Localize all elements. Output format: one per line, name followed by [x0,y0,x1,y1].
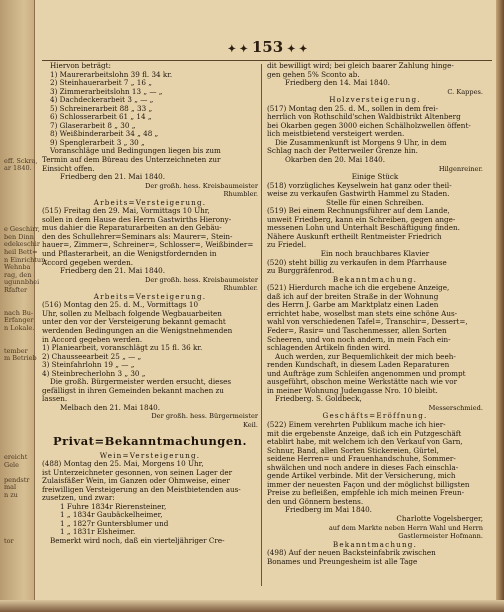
adjacent-page-line [4,188,47,196]
adjacent-page-line [4,67,47,75]
right-column-line: Auch werden, zur Bequemlichkeit der mich beeh- [275,351,456,361]
adjacent-page-line [4,203,47,211]
right-column-line: gen gehen 5% Sconto ab. [267,69,360,79]
right-column-line: ausgeführt, obschon meine Werkstätte nach wie vor [267,377,458,387]
right-column-line: bei Okarben gegen 3000 eichen Schälholzwellen öffent- [267,120,471,130]
left-column-line: (516) Montag den 25. d. M., Vormittags 10 [42,300,199,310]
adjacent-page-line: heil Bett= [4,248,38,256]
left-column-line: 6) Schlosserarbeit 61 „ 14 „ [50,112,152,122]
adjacent-page-line [4,424,47,432]
left-column-line: 7) Glaserarbeit 8 „ 30 „ [50,120,136,130]
left-column-line: Der großh. hess. Kreisbaumeister [145,181,258,190]
left-column-line: (488) Montag den 25. Mai, Morgens 10 Uhr, [42,459,204,469]
right-column-line: weise zu verkaufen Gastwirth Hammel zu Staden. [267,189,450,199]
left-column-line: hauer=, Zimmer=, Schreiner=, Schlosser=, Weißbinder= [42,240,254,250]
adjacent-page-line: Wehnba [4,263,31,272]
adjacent-page-text [2,6,47,545]
adjacent-page-line [4,431,47,439]
left-column-line: Keil. [243,420,258,429]
left-column-line: Bemerkt wird noch, daß ein vierteljähriger Cre- [50,535,225,545]
adjacent-page-line [4,378,47,386]
adjacent-page-line [4,401,47,409]
right-column-line: Friedberg den 14. Mai 1840. [285,78,391,88]
adjacent-page-line: e Geschirr, [4,225,40,234]
adjacent-page-line: Rfafter [4,285,28,294]
left-column-line: 9) Spenglerarbeit 3 „ 30 „ [50,137,145,147]
right-column-line: schlagenden Artikeln finden wird. [267,343,391,353]
right-column-line: (522) Einem verehrten Publikum mache ich hier- [267,419,446,429]
left-column-line: freiwilligen Versteigerung an den Meistbietenden aus- [42,484,241,494]
adjacent-page-line [4,333,47,341]
right-column-line: immer der neuesten Façon und der möglichst billigsten [267,479,470,489]
right-column-line: Okarben den 20. Mai 1840. [285,155,386,165]
header-ornament-left: ✦ ✦ [227,44,248,55]
page-edge-bottom [0,600,504,612]
right-column-line: Bekanntmachung. [332,539,418,549]
left-column-line: 8) Weißbinderarbeit 34 „ 48 „ [50,129,159,139]
adjacent-page-line [4,82,47,90]
right-column-line: Die Zusammenkunft ist Morgens 9 Uhr, in dem [275,137,447,147]
left-column-line: gefälligst in ihren Gemeinden bekannt machen zu [42,385,224,395]
right-column-line: (520) steht billig zu verkaufen in dem Pfarrhause [267,257,447,267]
right-column-line: Stelle für einen Schreiben. [326,197,424,207]
right-column-line: Gastlermeister Hofmann. [398,532,483,541]
adjacent-page-line: n Einrichtun- [4,255,48,264]
right-column-line: Messerschmied. [428,403,483,412]
right-column-line: Preise zu befleißen, empfehle ich mich meinen Freun- [267,488,465,498]
right-column-line: messenen Lohn und Unterhalt Beschäftigung finden. [267,223,460,233]
left-column-line: Zulaisfäßer Wein, im Ganzen oder Ohmweise, einer [42,476,230,486]
left-column-line: 5) Schreinerarbeit 88 „ 33 „ [50,103,153,113]
right-column-line: C. Kappes. [447,87,483,96]
column-divider [261,64,262,586]
right-column-line: Schnur, Band, allen Sorten Stickereien, Gürtel, [267,445,439,455]
adjacent-page-line: ben Dinn [4,232,34,241]
adjacent-page-line: Gele [4,460,19,469]
left-column-line: den des Schullehrer=Seminars als: Maurer=, Stein- [42,231,233,241]
adjacent-page-line [4,74,47,82]
adjacent-page-line [4,416,47,424]
right-column-line: auf dem Markte neben Herrn Wahl und Herrn [328,523,483,532]
left-column-line: lassen. [42,394,68,404]
left-column-line: Arbeits=Versteigerung. [93,197,207,207]
left-column-line: 1 „ 1834r Gaubäckelheimer, [60,510,163,520]
page-number-text: 153 [251,38,284,56]
left-column-line: Der großh. hess. Bürgermeister [151,412,258,421]
adjacent-page-line: tor [4,536,14,545]
right-column-line: wahl von verschiedenen Tafel=, Transchir=, Dessert=, [267,317,468,327]
right-column-line: lich meistbietend versteigert werden. [267,129,405,139]
left-column-line: 1 „ 1827r Guntersblumer und [60,518,169,528]
left-column-line: Uhr, sollen zu Melbach folgende Wegbauarbeiten [42,308,222,318]
right-column-line: Bonames und Preungesheim ist alle Tage [267,556,418,566]
adjacent-page-line [4,181,47,189]
adjacent-page-line [4,439,47,447]
right-column-line: mit die ergebenste Anzeige, daß ich ein Putzgeschäft [267,428,462,438]
right-column-line: renden Kundschaft, in diesem Laden Reparaturen [267,360,450,370]
adjacent-page-line [4,393,47,401]
right-column-line: (517) Montag den 25. d. M., sollen in dem frei- [267,103,438,113]
adjacent-page-line [4,120,47,128]
adjacent-page-line: nach Bu- [4,308,34,317]
left-column-line: sollen in dem Hause des Herrn Gastwirths Hierony- [42,214,232,224]
header-ornament-right: ✦ ✦ [287,44,308,55]
adjacent-page-line [4,507,47,515]
adjacent-page-line [4,500,47,508]
right-column-line: Schlag nach der Petterweiler Grenze hin. [267,146,418,156]
adjacent-page-line: rag, den [4,270,32,279]
adjacent-page-line [4,21,47,29]
adjacent-page-line [4,135,47,143]
adjacent-page-line [4,173,47,181]
adjacent-page-line: ereicht [4,453,28,462]
left-column-line: Arbeits=Versteigerung. [93,291,207,301]
left-column-line: Der großh. hess. Kreisbaumeister [145,275,258,284]
adjacent-page-line [4,59,47,67]
left-column-line: Hiervon beträgt: [50,61,111,70]
adjacent-page-line [4,522,47,530]
right-column-line: shwälchen und noch andere in dieses Fach einschla- [267,462,459,472]
right-column-line: errichtet habe, woselbst man stets eine schöne Aus- [267,308,458,318]
right-column [267,62,483,566]
right-column-line: herrlich von Rothschild'schen Waldbistrikt Altenberg [267,112,461,122]
right-column-line: Nähere Auskunft ertheilt Rentmeister Friedrich [267,231,442,241]
left-column [42,62,258,546]
left-column-line: 1 Fuhre 1834r Rierensteiner, [60,501,167,511]
right-column-line: (518) vorzügliches Keyselwein hat ganz oder theil- [267,180,452,190]
right-column-line: Feder=, Rasir= und Taschenmesser, allen Sorten [267,325,447,335]
adjacent-page-line [4,196,47,204]
right-column-line: Charlotte Vogelsberger, [396,513,483,523]
adjacent-page-line [4,6,47,14]
adjacent-page-line [4,515,47,523]
left-column-line: 3) Steinfahrlohn 19 „ — „ [42,360,135,370]
left-column-line: Accord gegeben werden. [42,257,133,267]
adjacent-page-line: edekeschir [4,240,40,249]
left-column-line: 2) Chausseearbeit 25 „ — „ [42,351,142,361]
left-column-line: werdenden Bedingungen an die Wenigstnehmenden [42,325,233,335]
right-column-line: zu Burggräfenrod. [267,266,335,276]
adjacent-page-strip [0,0,48,612]
adjacent-page-line: Erfanger [4,316,34,325]
adjacent-page-line: pendstr [4,475,30,484]
left-column-line: Rhumbler. [223,190,258,199]
adjacent-page-line: n Lokale. [4,323,35,332]
right-column-line: Ein noch brauchbares Klavier [320,249,430,259]
right-column-line: (519) Bei einem Rechnungsführer auf dem Lande, [267,206,450,216]
left-column-line: Melbach den 21. Mai 1840. [60,402,161,412]
left-column-line: Friedberg den 21. Mai 1840. [60,266,166,276]
left-column-line: (515) Freitag den 29. Mai, Vormittags 10 Uhr, [42,206,210,216]
left-column-line: 4) Steinbrecherlohn 3 „ 30 „ [42,368,146,378]
right-column-line: zu Friedel. [267,240,307,250]
left-column-line: mus dahier die Reparaturarbeiten an den Gebäu- [42,223,222,233]
right-column-line: Einige Stück [351,172,399,182]
adjacent-page-line [4,363,47,371]
adjacent-page-line [4,295,47,303]
adjacent-page-line [4,143,47,151]
right-column-line: dit bewilligt wird; bei gleich baarer Zahlung hinge- [267,61,454,70]
adjacent-page-line [4,97,47,105]
adjacent-page-line: ugunnbhei [4,278,40,287]
left-column-line: 1) Maurerarbeitslohn 39 fl. 34 kr. [50,69,173,79]
adjacent-page-line [4,386,47,394]
right-column-line: den und Gönnern bestens. [267,496,364,506]
left-column-line: 2) Steinhauerarbeit 7 „ 16 „ [50,78,152,88]
left-column-line: Termin auf dem Büreau des Unterzeichneten zur [42,155,221,165]
right-column-line: Scheeren, und von noch andern, in mein Fach ein- [267,334,451,344]
right-column-line: in meiner Wohnung Judengasse Nro. 10 bleibt. [267,385,438,395]
adjacent-page-line: ar 1840. [4,164,32,173]
right-column-line: Friedberg im Mai 1840. [285,505,372,515]
adjacent-page-line [4,105,47,113]
adjacent-page-line [4,90,47,98]
adjacent-page-line: n zu [4,491,18,499]
left-column-line: 1 „ 1831r Elsheimer. [60,527,136,537]
right-column-line: Geschäfts=Eröffnung. [322,411,428,421]
right-column-line: Friedberg. S. Goldbeck, [275,394,362,404]
adjacent-page-line: tember [4,346,28,355]
adjacent-page-line: mal [4,483,17,492]
adjacent-page-line [4,128,47,136]
right-column-line: (521) Hierdurch mache ich die ergebene Anzeige, [267,283,450,293]
adjacent-page-line: m Betrieb [4,354,37,363]
left-column-line: Voranschläge und Bedingungen liegen bis zum [50,146,221,156]
right-column-line: (498) Auf der neuen Backsteinfabrik zwischen [267,548,436,558]
adjacent-page-line [4,371,47,379]
left-column-line: 1) Planiearbeit, voranschlägt zu 15 fl. 36 kr. [42,343,203,353]
left-column-line: 3) Zimmerarbeitslohn 13 „ — „ [50,86,163,96]
left-column-line: Einsicht offen. [42,163,95,173]
right-column-line: Bekanntmachung. [332,274,418,284]
right-column-line: unweit Friedberg, kann ein Schreiben, gegen ange- [267,214,456,224]
adjacent-page-line [4,408,47,416]
right-column-line: etablirt habe, mit welchem ich den Verkauf von Garn, [267,437,463,447]
adjacent-page-line [4,112,47,120]
left-column-line: und Pflasterarbeit, an die Wenigstfordernden in [42,249,217,259]
adjacent-page-line: eff. Sckra, [4,156,38,165]
page-number [224,38,312,56]
page-header [40,40,495,56]
right-column-line: seidene Herren= und Frauenhandschuhe, Sommer- [267,454,456,464]
adjacent-page-line [4,211,47,219]
left-column-line: 4) Dachdeckerarbeit 3 „ — „ [50,95,154,105]
left-column-line: Friedberg den 21. Mai 1840. [60,172,166,182]
right-column-line: Hilgenreiner. [438,164,483,173]
left-column-line: ist Unterzeichneter gesonnen, von seinen Lager der [42,467,233,477]
right-column-line: und Aufträge zum Schleifen angenommen und prompt [267,368,466,378]
right-column-line: Holzversteigerung. [329,95,421,105]
left-column-line: Rhumbler. [223,284,258,293]
left-column-line: in Accord gegeben werden. [42,334,143,344]
left-column-line: zusetzen, und zwar: [42,493,115,503]
adjacent-page-line [4,29,47,37]
right-column-line: daß ich auf der breiten Straße in der Wohnung [267,291,439,301]
adjacent-page-line [4,14,47,22]
left-column-line: Privat=Bekanntmachungen. [52,433,248,448]
left-column-line: Die großh. Bürgermeister werden ersucht, dieses [50,377,232,387]
page-edge-right [496,0,504,612]
left-column-line: Wein=Versteigerung. [99,450,201,460]
right-column-line: des Herrn J. Garbe am Marktplatz einen Laden [267,300,439,310]
left-column-line: unter den vor der Versteigerung bekannt gemacht [42,317,226,327]
right-column-line: gende Artikel verbinde. Mit der Versicherung, mich [267,471,456,481]
